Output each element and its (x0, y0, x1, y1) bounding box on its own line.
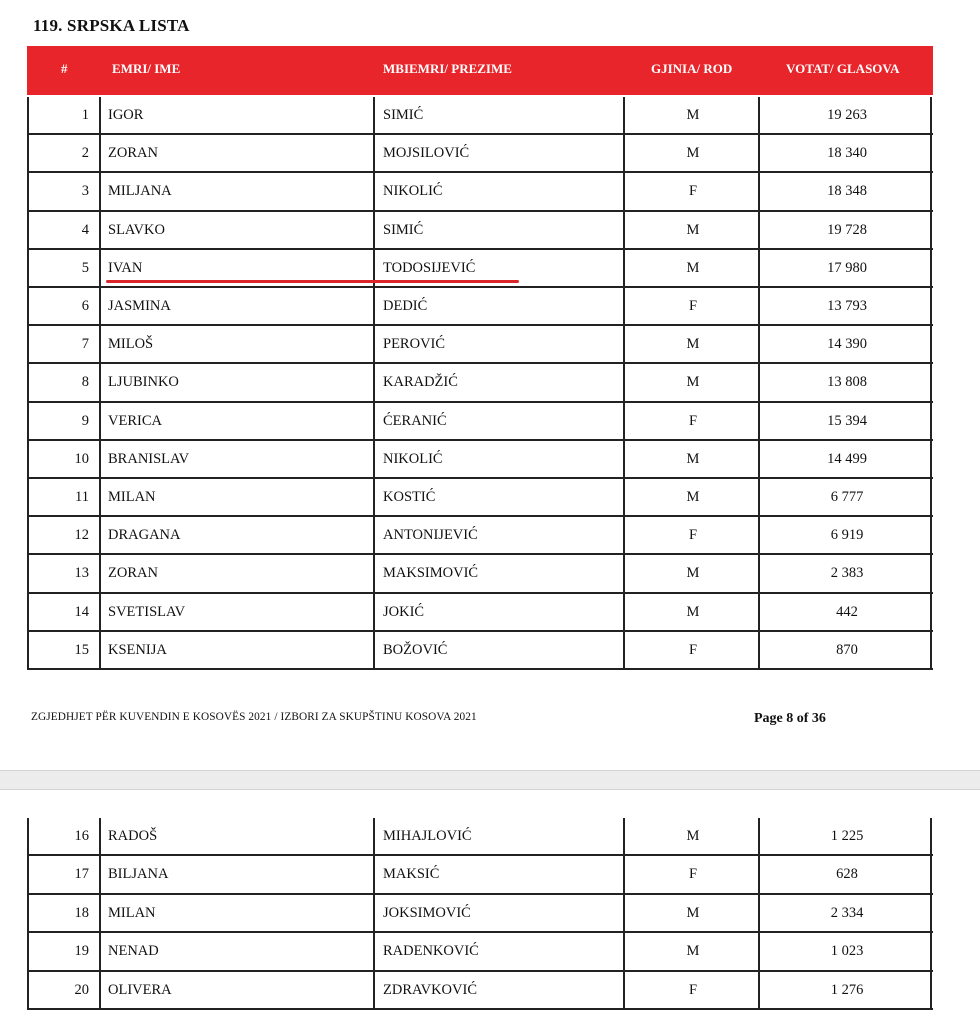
table-row (27, 288, 933, 326)
gender: F (688, 527, 698, 544)
column-divider (623, 364, 625, 400)
table-row (27, 403, 933, 441)
column-divider (373, 895, 375, 931)
candidates-table-page-9 (27, 818, 933, 1018)
table-row (27, 326, 933, 364)
column-divider (99, 326, 101, 362)
column-divider (623, 212, 625, 248)
vote-count: 870 (836, 641, 858, 658)
column-divider (623, 594, 625, 630)
column-divider (623, 632, 625, 668)
row-number: 5 (81, 259, 89, 276)
column-divider (99, 403, 101, 439)
first-name: SLAVKO (108, 221, 165, 238)
header-num: # (61, 61, 68, 76)
header-votes: VOTAT/ GLASOVA (786, 61, 900, 76)
gender: M (686, 489, 700, 505)
vote-count: 19 263 (827, 107, 867, 123)
vote-count: 13 808 (827, 374, 867, 391)
candidates-table-page-8 (27, 46, 933, 670)
column-divider (99, 933, 101, 969)
first-name: KSENIJA (108, 641, 167, 658)
column-divider (623, 326, 625, 362)
column-divider (623, 479, 625, 515)
gender: M (686, 603, 700, 620)
row-number: 20 (74, 981, 89, 998)
gender: F (688, 183, 698, 200)
last-name: SIMIĆ (383, 107, 424, 123)
column-divider (623, 173, 625, 209)
column-divider (373, 441, 375, 477)
header-first-name: EMRI/ IME (112, 61, 181, 76)
gender: F (688, 412, 698, 429)
first-name: IVAN (108, 259, 143, 276)
first-name: RADOŠ (108, 828, 158, 844)
column-divider (373, 135, 375, 171)
row-number: 4 (81, 221, 89, 238)
table-row (27, 895, 933, 933)
last-name: MAKSIĆ (383, 866, 440, 883)
table-row (27, 97, 933, 135)
last-name: JOKSIMOVIĆ (383, 904, 471, 921)
page-number: Page 8 of 36 (754, 711, 826, 726)
gender: M (686, 904, 700, 921)
column-divider (623, 972, 625, 1008)
vote-count: 13 793 (827, 298, 867, 314)
header-last-name: MBIEMRI/ PREZIME (383, 61, 512, 76)
vote-count: 1 023 (830, 943, 864, 960)
column-divider (99, 517, 101, 553)
row-number: 1 (81, 107, 89, 123)
last-name: PEROVIĆ (383, 336, 446, 353)
column-divider (623, 933, 625, 969)
row-number: 7 (81, 336, 89, 353)
row-number: 19 (74, 943, 89, 960)
column-divider (99, 594, 101, 630)
column-divider (373, 403, 375, 439)
column-divider (373, 364, 375, 400)
first-name: LJUBINKO (108, 374, 179, 391)
column-divider (99, 97, 101, 133)
row-number: 8 (81, 374, 89, 391)
last-name: ANTONIJEVIĆ (383, 527, 478, 544)
last-name: ZDRAVKOVIĆ (383, 981, 477, 998)
row-number: 14 (74, 603, 89, 620)
first-name: MILJANA (108, 183, 172, 200)
last-name: KOSTIĆ (383, 489, 436, 505)
column-divider (623, 818, 625, 854)
header-gender: GJINIA/ ROD (651, 61, 733, 76)
column-divider (99, 441, 101, 477)
column-divider (99, 632, 101, 668)
row-number: 18 (74, 904, 89, 921)
gender: M (686, 221, 700, 238)
vote-count: 2 334 (830, 904, 864, 921)
gender: M (686, 145, 700, 162)
table-row (27, 856, 933, 894)
last-name: RADENKOVIĆ (383, 943, 479, 960)
row-number: 6 (81, 298, 89, 314)
vote-count: 628 (836, 866, 858, 883)
table-row (27, 555, 933, 593)
table-row (27, 972, 933, 1010)
column-divider (99, 895, 101, 931)
last-name: SIMIĆ (383, 221, 424, 238)
last-name: MOJSILOVIĆ (383, 145, 470, 162)
column-divider (623, 403, 625, 439)
row-number: 12 (74, 527, 89, 544)
vote-count: 14 499 (827, 450, 867, 467)
last-name: DEDIĆ (383, 298, 428, 314)
first-name: ZORAN (108, 145, 158, 162)
table-row (27, 517, 933, 555)
row-number: 17 (74, 866, 89, 883)
vote-count: 1 225 (830, 828, 864, 844)
table-row (27, 212, 933, 250)
last-name: NIKOLIĆ (383, 450, 443, 467)
column-divider (373, 972, 375, 1008)
row-number: 16 (74, 828, 89, 844)
first-name: MILAN (108, 489, 156, 505)
column-divider (373, 555, 375, 591)
first-name: ZORAN (108, 565, 158, 582)
table-row (27, 594, 933, 632)
table-header (27, 46, 933, 95)
table-row (27, 933, 933, 971)
first-name: SVETISLAV (108, 603, 186, 620)
gender: M (686, 107, 700, 123)
column-divider (623, 555, 625, 591)
first-name: BILJANA (108, 866, 169, 883)
gender: M (686, 336, 700, 353)
gender: F (688, 298, 698, 314)
table-row (27, 441, 933, 479)
first-name: NENAD (108, 943, 159, 960)
last-name: BOŽOVIĆ (383, 641, 448, 658)
last-name: TODOSIJEVIĆ (383, 259, 476, 276)
column-divider (373, 856, 375, 892)
column-divider (99, 250, 101, 286)
vote-count: 14 390 (827, 336, 867, 353)
footer-election-title: ZGJEDHJET PËR KUVENDIN E KOSOVËS 2021 / IZBORI ZA SKUPŠTINU KOSOVA 2021 (31, 711, 477, 723)
first-name: MILAN (108, 904, 156, 921)
gender: F (688, 866, 698, 883)
column-divider (623, 135, 625, 171)
last-name: ĆERANIĆ (383, 412, 447, 429)
column-divider (373, 212, 375, 248)
last-name: MIHAJLOVIĆ (383, 828, 472, 844)
row-number: 9 (81, 412, 89, 429)
column-divider (99, 972, 101, 1008)
vote-count: 18 340 (827, 145, 867, 162)
last-name: KARADŽIĆ (383, 374, 458, 391)
column-divider (373, 818, 375, 854)
column-divider (373, 288, 375, 324)
table-row (27, 632, 933, 670)
first-name: OLIVERA (108, 981, 172, 998)
last-name: NIKOLIĆ (383, 183, 443, 200)
table-row (27, 364, 933, 402)
last-name: MAKSIMOVIĆ (383, 565, 479, 582)
gender: M (686, 943, 700, 960)
highlight-underline (106, 280, 519, 283)
table-row (27, 173, 933, 211)
column-divider (99, 364, 101, 400)
row-number: 11 (75, 489, 89, 505)
gender: M (686, 450, 700, 467)
column-divider (373, 632, 375, 668)
gender: M (686, 374, 700, 391)
column-divider (373, 326, 375, 362)
table-row (27, 479, 933, 517)
vote-count: 6 777 (830, 489, 864, 505)
column-divider (99, 173, 101, 209)
row-number: 13 (74, 565, 89, 582)
column-divider (623, 288, 625, 324)
column-divider (99, 818, 101, 854)
row-number: 3 (81, 183, 89, 200)
column-divider (99, 212, 101, 248)
first-name: VERICA (108, 412, 162, 429)
column-divider (373, 933, 375, 969)
column-divider (623, 97, 625, 133)
vote-count: 18 348 (827, 183, 867, 200)
column-divider (99, 135, 101, 171)
table-row (27, 818, 933, 856)
vote-count: 19 728 (827, 221, 867, 238)
vote-count: 1 276 (830, 981, 864, 998)
vote-count: 15 394 (827, 412, 867, 429)
gender: M (686, 565, 700, 582)
column-divider (99, 555, 101, 591)
column-divider (99, 856, 101, 892)
vote-count: 442 (836, 603, 858, 620)
last-name: JOKIĆ (383, 603, 425, 620)
column-divider (373, 479, 375, 515)
column-divider (373, 594, 375, 630)
column-divider (373, 173, 375, 209)
row-number: 10 (74, 450, 89, 467)
page-separator (0, 770, 980, 790)
row-number: 15 (74, 641, 89, 658)
column-divider (99, 288, 101, 324)
column-divider (623, 517, 625, 553)
column-divider (623, 250, 625, 286)
first-name: MILOŠ (108, 336, 154, 353)
vote-count: 17 980 (827, 259, 867, 276)
row-number: 2 (81, 145, 89, 162)
column-divider (373, 97, 375, 133)
first-name: IGOR (108, 107, 144, 123)
column-divider (373, 517, 375, 553)
first-name: BRANISLAV (108, 450, 190, 467)
first-name: JASMINA (108, 298, 171, 314)
column-divider (623, 441, 625, 477)
first-name: DRAGANA (108, 527, 181, 544)
gender: F (688, 981, 698, 998)
vote-count: 6 919 (830, 527, 864, 544)
column-divider (99, 479, 101, 515)
gender: F (688, 641, 698, 658)
column-divider (623, 895, 625, 931)
table-row (27, 135, 933, 173)
gender: M (686, 259, 700, 276)
gender: M (686, 828, 700, 844)
vote-count: 2 383 (830, 565, 864, 582)
section-title: 119. SRPSKA LISTA (33, 16, 190, 35)
column-divider (623, 856, 625, 892)
